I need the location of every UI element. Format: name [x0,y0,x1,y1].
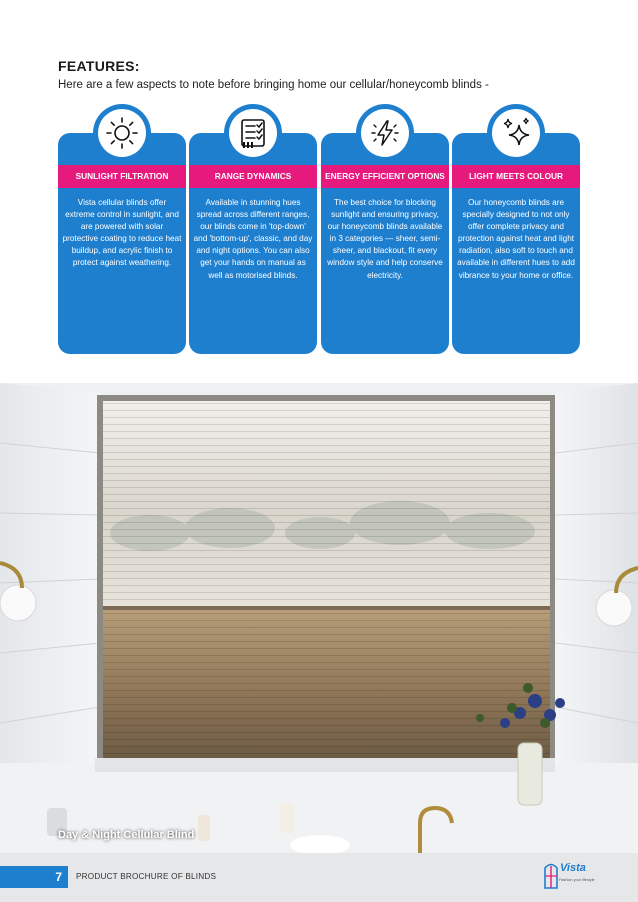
checklist-icon [233,113,273,153]
feature-card-body: Our honeycomb blinds are specially designed to not only offer complete privacy and protection against heat and light radiation, also soft to touch and available in different hues to add vibrance to your home or office. [457,198,575,280]
feature-card-body: Available in stunning hues spread across different ranges, our blinds come in 'top-down' and 'bottom-up', classic, and day and night options. You can also get your hands on manual as well as motorised blinds. [193,198,313,280]
footer-title: PRODUCT BROCHURE OF BLINDS [76,872,217,881]
feature-card-title: RANGE DYNAMICS [189,165,317,188]
sun-icon [102,113,142,153]
day-night-blind-photo [0,383,638,853]
feature-card-title: SUNLIGHT FILTRATION [58,165,186,188]
sparkle-icon [496,113,536,153]
lightning-icon [365,113,405,153]
page-number: 7 [0,866,68,888]
feature-card-body: The best choice for blocking sunlight and ensuring privacy, our honeycomb blinds available in 3 categories — sheer, semi-sheer, and blackout, fit every window style and help conserve electricity. [327,198,443,280]
vista-logo [543,858,595,892]
product-photo [0,383,638,853]
feature-card-body: Vista cellular blinds offer extreme control in sunlight, and are powered with solar protective coating to reduce heat buildup, and acrylic finish to protect against weathering. [62,198,182,268]
window-logo-icon [543,860,559,890]
feature-card-title: ENERGY EFFICIENT OPTIONS [321,165,449,188]
logo-tagline: Fashion your lifestyle [559,878,595,882]
sun-icon-badge [93,104,151,162]
checklist-icon-badge [224,104,282,162]
photo-caption: Day & Night Cellular Blind [58,829,195,841]
logo-text: Vista [560,862,586,874]
feature-card-range [189,133,317,354]
features-intro: Here are a few aspects to note before bringing home our cellular/honeycomb blinds - [58,79,489,91]
feature-card-title: LIGHT MEETS COLOUR [452,165,580,188]
features-heading: FEATURES: [58,58,140,74]
feature-card-colour [452,133,580,354]
lightning-icon-badge [356,104,414,162]
feature-card-energy [321,133,449,354]
feature-card-sunlight [58,133,186,354]
sparkle-icon-badge [487,104,545,162]
